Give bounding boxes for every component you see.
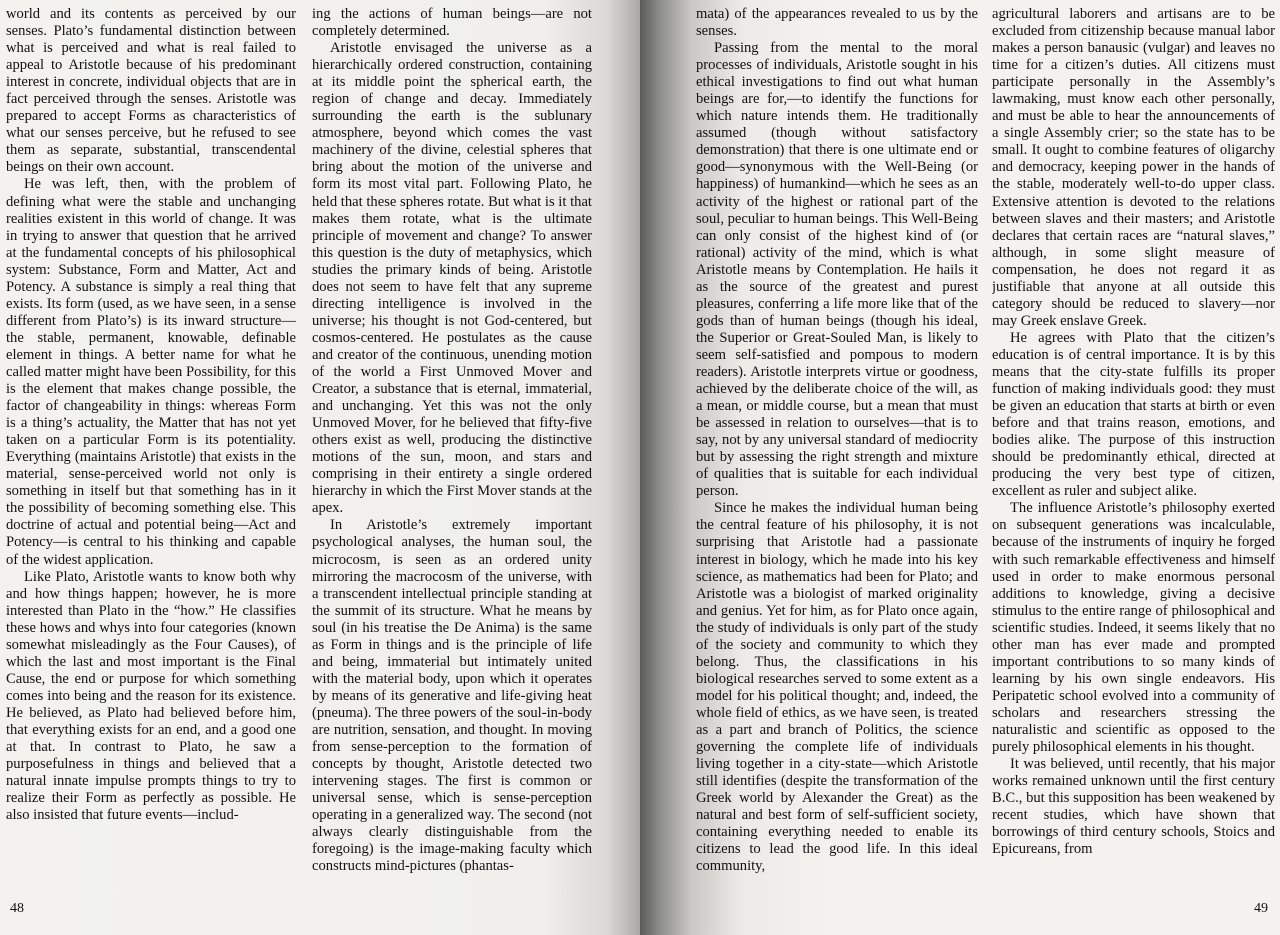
page-number-left: 48 xyxy=(10,901,24,916)
paragraph: Like Plato, Aristotle wants to know both why and how things happen; however, he is more interested than Plato in the “how.” He classifies these hows and whys into four categories (known somewhat misleadingly as the Four Causes), of which the last and most important is the Final Cause, the end or purpose for which something comes into being and the reason for its existence. He believed, as Plato had believed before him, that everything exists for an end, and a good one at that. In contrast to Plato, he saw a purposefulness in things and believed that a natural innate impulse prompts things to try to realize their Form as perfectly as possible. He also insisted that future events—includ- xyxy=(6,568,296,824)
paragraph: Passing from the mental to the moral processes of individuals, Aristotle sought in his ethical investigations to find out what human beings are for,—to identify the functions for which nature intends them. He traditionally assumed (though without satisfactory demonstration) that there is one ultimate end or good—synonymous with the Well-Being (or happiness) of humankind—which he sees as an activity of the highest or rational part of the soul, peculiar to human beings. This Well-Being can only consist of the highest kind of (or rational) activity of the mind, which is what Aristotle means by Contemplation. He hails it as the source of the greatest and purest pleasures, conferring a life more like that of the gods than of human beings (though his ideal, the Superior or Great-Souled Man, is likely to seem self-satisfied and pompous to modern readers). Aristotle interprets virtue or goodness, achieved by the deliberate choice of the will, as a mean, or middle course, but a mean that must be assessed in relation to ourselves—that is to say, not by any universal standard of mediocrity but by assessing the right strength and mixture of qualities that is suitable for each individual person. xyxy=(696,40,978,500)
paragraph: It was believed, until recently, that his major works remained unknown until the first century B.C., but this supposition has been weakened by recent studies, which have shown that borrowings of third century schools, Stoics and Epicureans, from xyxy=(992,756,1275,858)
paragraph: world and its contents as perceived by our senses. Plato’s fundamental distinction between what is perceived and what is real failed to appeal to Aristotle because of his predominant interest in concrete, individual objects that are in fact perceived through the senses. Aristotle was prepared to accept Forms as characteristics of what our senses perceive, but he refused to see them as separate, substantial, transcendental beings on their own account. xyxy=(6,6,296,176)
left-column-2 xyxy=(312,6,592,896)
paragraph: The influence Aristotle’s philosophy exerted on subsequent generations was incalculable, because of the instruments of inquiry he forged with such remarkable effectiveness and himself used in order to make enormous personal additions to knowledge, giving a decisive stimulus to the entire range of philosophical and scientific studies. Indeed, it seems likely that no other man has ever made and prompted important contributions to so many kinds of learning by his own single endeavors. His Peripatetic school evolved into a community of scholars and researchers stressing the naturalistic and scientific as opposed to the purely philosophical elements in his thought. xyxy=(992,500,1275,756)
paragraph: He agrees with Plato that the citizen’s education is of central importance. It is by this means that the city-state fulfills its proper function of making individuals good: they must be given an education that starts at birth or even before and that trains reason, emotions, and bodies alike. The purpose of this instruction should be predominantly ethical, directed at producing the very best type of citizen, excellent as ruler and subject alike. xyxy=(992,329,1275,500)
paragraph: agricultural laborers and artisans are to be excluded from citizenship because manual labor makes a person banausic (vulgar) and leaves no time for a citizen’s duties. All citizens must participate personally in the Assembly’s lawmaking, must know each other personally, and must be able to hear the announcements of a single Assembly crier; so the state has to be small. It ought to combine features of oligarchy and democracy, keeping power in the hands of the stable, moderately well-to-do upper class. Extensive attention is devoted to the relations between slaves and their masters; and Aristotle declares that certain races are “natural slaves,” although, in some slight measure of compensation, he does not regard it as justifiable that anyone at all outside this category should be reduced to slavery—nor may Greek enslave Greek. xyxy=(992,6,1275,329)
paragraph: mata) of the appearances revealed to us by the senses. xyxy=(696,6,978,40)
right-page xyxy=(640,0,1280,935)
left-column-1 xyxy=(6,6,296,896)
paragraph: ing the actions of human beings—are not completely determined. xyxy=(312,6,592,40)
right-column-2 xyxy=(992,6,1275,896)
paragraph: Since he makes the individual human being the central feature of his philosophy, it is not surprising that Aristotle had a passionate interest in biology, which he made into his key science, as mathematics had been for Plato; and Aristotle was a biologist of marked originality and genius. Yet for him, as for Plato once again, the study of individuals is only part of the study of the society and community to which they belong. Thus, the classifications in his biological researches served to some extent as a model for his political thought; and, indeed, the whole field of ethics, as we have seen, is treated as a part and branch of Politics, the science governing the complete life of individuals living together in a city-state—which Aristotle still identifies (despite the transformation of the Greek world by Alexander the Great) as the natural and best form of self-sufficient society, containing everything needed to enable its citizens to lead the good life. In this ideal community, xyxy=(696,500,978,875)
paragraph: In Aristotle’s extremely important psychological analyses, the human soul, the microcosm, is seen as an ordered unity mirroring the macrocosm of the universe, with a transcendent intellectual principle standing at the summit of its structure. What he means by soul (in his treatise the De Anima) is the same as Form in things and is the principle of life and being, immaterial but intimately united with the material body, upon which it operates by means of its generative and life-giving heat (pneuma). The three powers of the soul-in-body are nutrition, sensation, and thought. In moving from sense-perception to the formation of concepts by thought, Aristotle detected two intervening stages. The first is common or universal sense, which is sense-perception operating in a generalized way. The second (not always clearly distinguishable from the foregoing) is the image-making faculty which constructs mind-pictures (phantas- xyxy=(312,517,592,875)
page-number-right: 49 xyxy=(1254,901,1268,916)
right-column-1 xyxy=(696,6,978,896)
paragraph: He was left, then, with the problem of defining what were the stable and unchanging realities existent in this world of change. It was in trying to answer that question that he arrived at the fundamental concepts of his philosophical system: Substance, Form and Matter, Act and Potency. A substance is simply a real thing that exists. Its form (used, as we have seen, in a sense different from Plato’s) is its inward structure—the stable, permanent, knowable, definable element in things. A better name for what he called matter might have been Possibility, for this is the element that makes change possible, the factor of changeability in things: whereas Form is a thing’s actuality, the Matter that has not yet taken on a particular Form is its potentiality. Everything (maintains Aristotle) that exists in the material, sense-perceived world not only is something in itself but that something has in it the possibility of becoming something else. This doctrine of actual and potential being—Act and Potency—is central to his thinking and capable of the widest application. xyxy=(6,176,296,568)
paragraph: Aristotle envisaged the universe as a hierarchically ordered construction, containing at its middle point the spherical earth, the region of change and decay. Immediately surrounding the earth is the sublunary atmosphere, beyond which comes the vast machinery of the divine, celestial spheres that bring about the motion of the universe and form its most vital part. Following Plato, he held that these spheres rotate. But what is it that makes them rotate, what is the ultimate principle of movement and change? To answer this question is the duty of metaphysics, which studies the primary kinds of being. Aristotle does not seem to have felt that any supreme directing intelligence is involved in the universe; his thought is not God-centered, but cosmos-centered. He postulates as the cause and creator of the continuous, unending motion of the world a First Unmoved Mover and Creator, a substance that is eternal, immaterial, and unchanging. Yet this was not the only Unmoved Mover, for he believed that fifty-five others exist as well, producing the distinctive motions of the sun, moon, and stars and comprising in their entirety a single ordered hierarchy in which the First Mover stands at the apex. xyxy=(312,40,592,517)
